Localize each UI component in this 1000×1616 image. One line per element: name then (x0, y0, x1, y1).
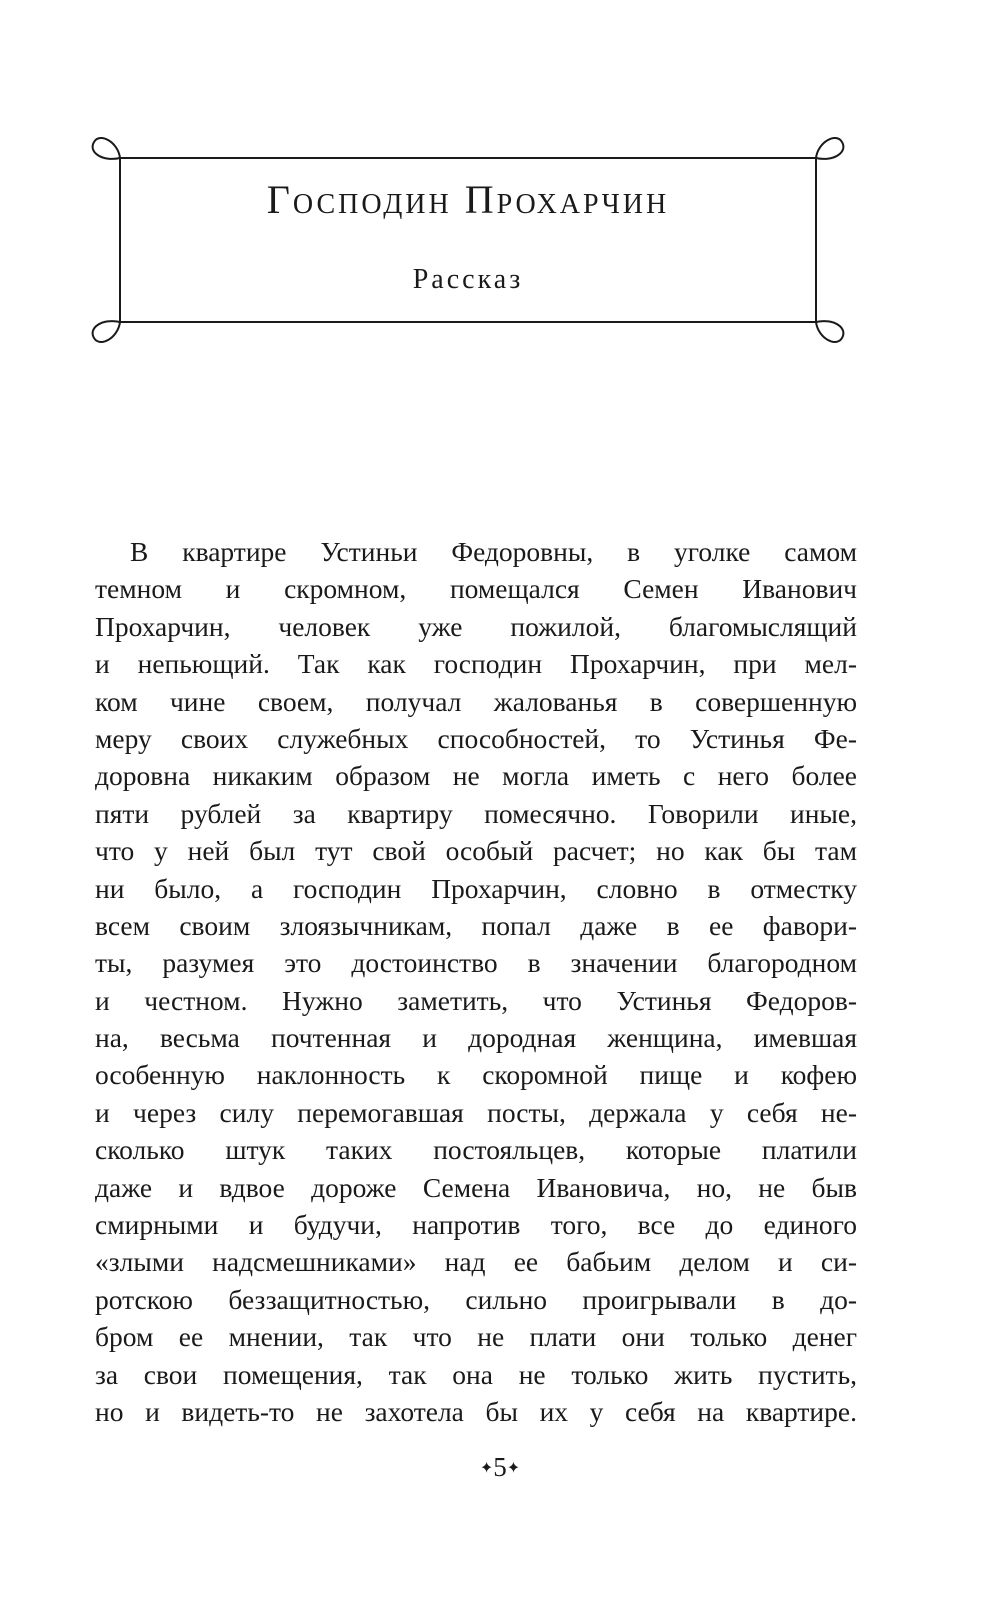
text-line: что у ней был тут свой особый расчет; но как бы там (95, 835, 857, 867)
chapter-subtitle: Рассказ (412, 264, 524, 295)
text-line: сколько штук таких постояльцев, которые платили (95, 1134, 857, 1166)
star-ornament-right-icon: ✦ (506, 1460, 521, 1477)
text-line: и через силу перемогавшая посты, держала у себя не- (95, 1096, 857, 1128)
text-line: ком чине своем, получал жалованья в совершенную (95, 685, 857, 717)
star-ornament-left-icon: ✦ (479, 1460, 494, 1477)
text-line: ты, разумея это достоинство в значении благородном (95, 947, 857, 979)
text-line: темном и скромном, помещался Семен Иванович (95, 573, 857, 605)
text-line: особенную наклонность к скоромной пище и кофею (95, 1059, 857, 1091)
chapter-title: Господин Прохарчин (266, 177, 670, 222)
text-line: доровна никаким образом не могла иметь с него более (95, 760, 857, 792)
text-line: Прохарчин, человек уже пожилой, благомыслящий (95, 610, 857, 642)
text-line: но и видеть-то не захотела бы их у себя на квартире. (95, 1395, 857, 1427)
body-text (95, 533, 857, 1430)
text-line: и честном. Нужно заметить, что Устинья Федоров- (95, 984, 857, 1016)
text-line: и непьющий. Так как господин Прохарчин, при мел- (95, 648, 857, 680)
text-line: ротскою беззащитностью, сильно проигрывали в до- (95, 1283, 857, 1315)
page-number (0, 1452, 1000, 1483)
text-line: на, весьма почтенная и дородная женщина, имевшая (95, 1022, 857, 1054)
text-line: меру своих служебных способностей, то Устинья Фе- (95, 722, 857, 754)
text-line: пяти рублей за квартиру помесячно. Говорили иные, (95, 797, 857, 829)
title-frame (88, 128, 848, 352)
text-line: ни было, а господин Прохарчин, словно в отместку (95, 872, 857, 904)
text-line: даже и вдвое дороже Семена Ивановича, но, не быв (95, 1171, 857, 1203)
text-line: всем своим злоязычникам, попал даже в ее фавори- (95, 909, 857, 941)
ornamental-frame-icon (88, 128, 848, 352)
text-line: В квартире Устиньи Федоровны, в уголке самом (130, 536, 857, 567)
text-line: бром ее мнении, так что не плати они только денег (95, 1321, 857, 1353)
text-line: «злыми надсмешниками» над ее бабьим делом и си- (95, 1246, 857, 1278)
text-line: смирными и будучи, напротив того, все до единого (95, 1209, 857, 1241)
text-line: за свои помещения, так она не только жить пустить, (95, 1358, 857, 1390)
page-number-value: 5 (493, 1452, 507, 1482)
